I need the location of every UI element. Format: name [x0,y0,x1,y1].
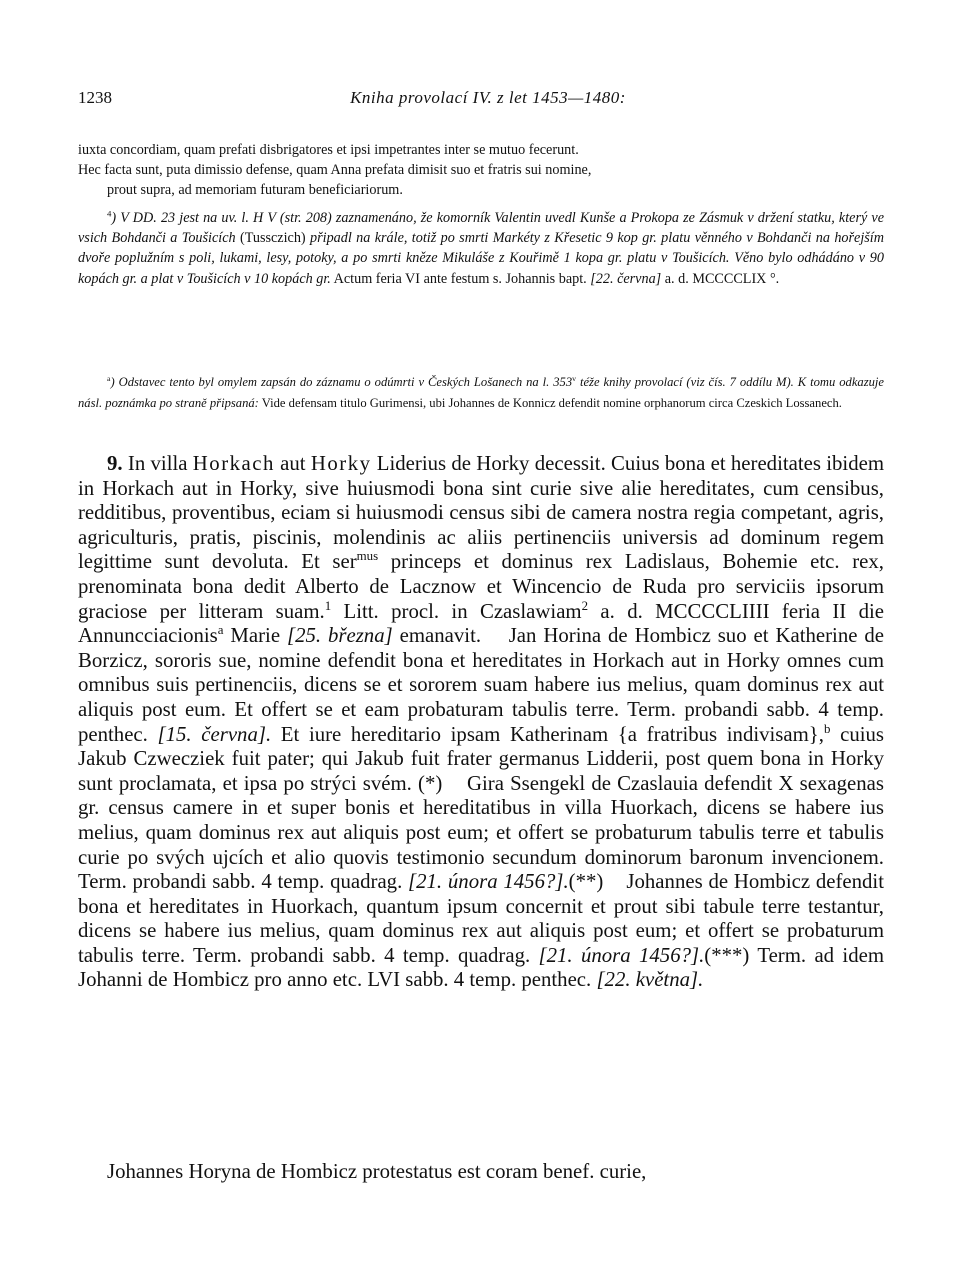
footnote-ref: 1 [324,598,332,613]
footnote-ref: b [824,721,831,736]
footnote-text: Actum feria VI ante festum s. Johannis bapt. [330,270,591,287]
entry-text: (***) Term. ad idem Johanni de Hombicz pro anno etc. LVI sabb. 4 temp. penthec. [78,943,885,992]
continuation-line: iuxta concordiam, quam prefati disbrigatores et ipsi impetrantes inter se mutuo fecerunt. [78,142,579,158]
entry-text: Marie [223,624,287,648]
superscript: mus [356,549,379,564]
footnote-text: (Tussczich) [239,230,306,247]
entry-text: aut [274,452,311,475]
page-header [78,88,898,112]
date-note: [21. února 1456?]. [408,870,569,894]
entry-text: a. d. MCCCCLIIII feria II die Annuncciacionis [78,599,884,648]
footnote-text: ) V DD. 23 jest na uv. l. H V (str. 208) zaznamenáno, že komorník Valentin uvedl Kunše a Prokopa ze Zásmuk v držení statku, který ve vsich Bohdanči a Toušicích [78,210,884,247]
date-note: [21. února 1456?]. [538,943,705,967]
entry-text: Et iure hereditario ipsam Katherinam {a fratribus indivisam}, [271,722,824,746]
continuation-line: Hec facta sunt, puta dimissio defense, quam Anna prefata dimisit suo et fratris sui nomine, [78,162,592,179]
entry-text: (**) Johannes de Hombicz defendit bona et hereditates in Huorkach, quantum ipsum concernit et prout sibi tabule terre testantur, dicens se habere ius melius, quam dominus rex aut aliquis post eum; et offert se probaturum tabulis terre. Term. probandi sabb. 4 temp. quadrag. [78,870,890,967]
footnote-text: téže knihy provolací (viz čís. 7 oddílu M). K tomu odkazuje násl. poznámka po straně připsaná: [78,375,884,410]
footnote-marker: a [107,373,111,383]
date-note: [15. června]. [157,722,272,746]
footnote-date: [22. června] [590,270,662,287]
date-note: [22. května]. [596,968,704,992]
entry-text: Litt. procl. in Czaslawiam [331,599,582,623]
footnote-ref: a [217,623,224,638]
place-name: Horkach [192,452,275,475]
footnote-text: připadl na krále, totiž po smrti Markéty z Křesetic 9 kop gr. platu věnného v Bohdanči na hořejším dvoře poplužním s poli, lukami, lesy, potoky, a po smrti kněze Mikuláše z Kouřimě 1 kopa gr. platu v Toušicích. Věno bylo odhádáno v 90 kopách gr. a plat v Toušicích v 10 kopách gr. [78,230,884,287]
footnote-text: a. d. MCCCCLIX °. [661,270,780,287]
footnote-sup: v [572,373,577,383]
entry-text: cuius Jakub Czweczіek fuit pater; qui Jakub fuit frater germanus Lidderii, post quem bona in Horky sunt proclamata, et ipsa po strýci svém. (*) Gira Ssengekl de Czaslauia defendit X sexagenas gr. census camere in et super bonis et hereditatibus in villa Huorkach, dicens se habere ius melius, quam dominus rex aut aliquis post eum; et offert se probaturum tabulis terre et tabulis curie po svých ujcích et alio quovis testimonio secundum dominorum baronum invencionem. Term. probandi sabb. 4 temp. quadrag. [78,722,890,894]
footnote-text: ) Odstavec tento byl omylem zapsán do záznamu o odúmrti v Českých Lošanech na l. 353 [110,375,573,389]
entry-number: 9. [107,452,123,475]
place-name: Horky [310,452,372,475]
footnote-4 [78,208,884,289]
footnote-ref: 2 [581,598,589,613]
date-note: [25. března] [286,624,393,648]
footnote-a [78,372,884,414]
running-title: Kniha provolací IV. z let 1453—1480: [350,88,626,107]
entry-text: Liderius de Horky decessit. Cuius bona et hereditates ibidem in Horkach aut in Horky, sive huiusmodi bona sint curie sive alie hereditates, cum censibus, redditibus, proventibus, eciam si huiusmodi census sibi de camera nostra regia competant, agris, agriculturis, pratis, piscinis, molendinis ac aliis pertinenciis universis ad dominum regem legittime sunt devoluta. Et ser [78,452,885,574]
footnote-marker: 4 [107,208,112,219]
last-line: Johannes Horyna de Hombicz protestatus est coram benef. curie, [107,1160,647,1183]
entry-text: emanavit. Jan Horina de Hombicz suo et Katherine de Borzicz, sororis sue, nomine defendit bona et hereditates in Horkach aut in Horky omnes cum omnibus suis pertinenciis, dicens se et sororem suam habere ius melius, quam dominus rex aut aliquis post eum. Et offert se et eam probaturam tabulis terre. Term. probandi sabb. 4 temp. penthec. [78,624,890,746]
entry-text: In villa [127,452,193,475]
page-number: 1238 [78,88,112,107]
continuation-line: prout supra, ad memoriam futuram beneficiariorum. [107,182,403,199]
continuation-paragraph [78,140,884,201]
entry-text: princeps et dominus rex Ladislaus, Bohemie etc. rex, prenominata bona dedit Alberto de Lacznow et Wincencio de Ruda pro serviciis ipsorum graciose per litteram suam. [78,550,884,623]
footnote-text: Vide defensam titulo Gurimensi, ubi Johannes de Konnicz defendit nomine orphanorum circa Czeskich Lossanech. [258,396,842,410]
entry-9 [78,452,890,993]
